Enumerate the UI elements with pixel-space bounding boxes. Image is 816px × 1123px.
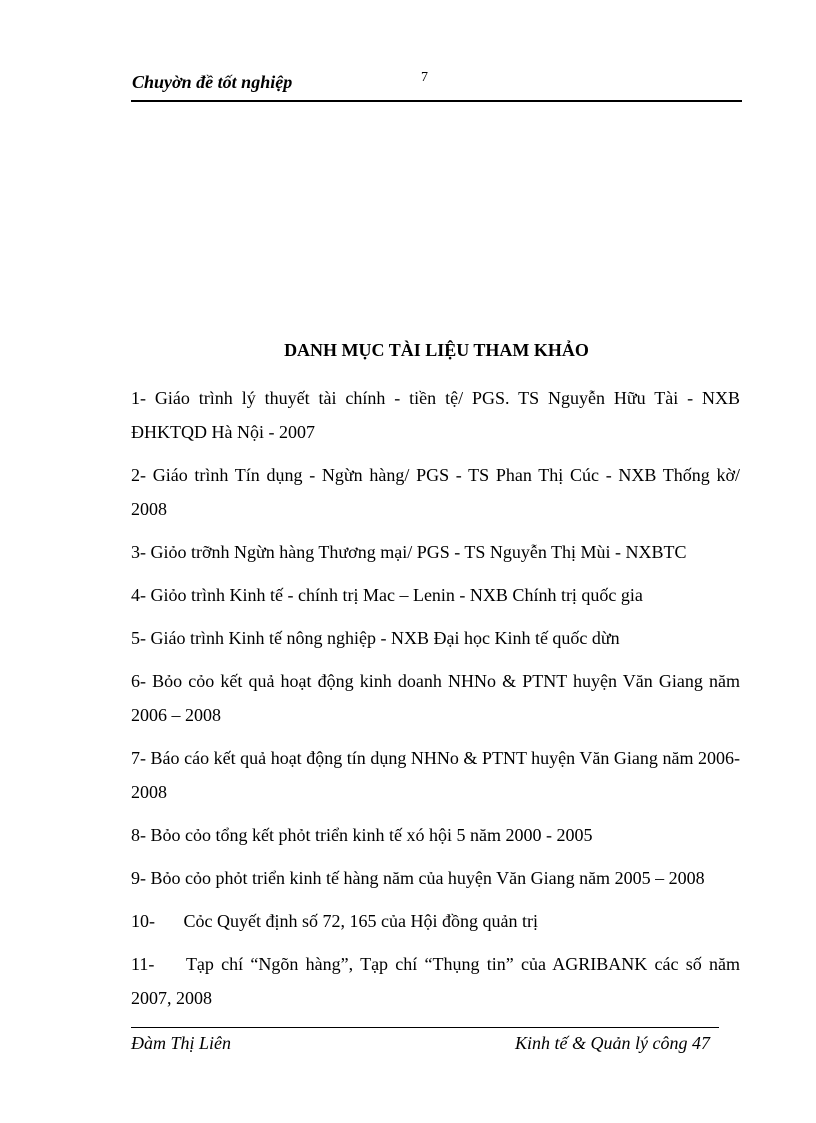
reference-text: Giáo trình lý thuyết tài chính - tiền tệ/ PGS. TS Nguyễn Hữu Tài - NXB ĐHKTQD Hà Nội - 2007 xyxy=(131,388,740,442)
page-number: 7 xyxy=(421,70,428,85)
reference-text: Giáo trình Kinh tế nông nghiệp - NXB Đại học Kinh tế quốc dừn xyxy=(150,628,620,648)
footer-class: Kinh tế & Quản lý công 47 xyxy=(515,1033,710,1053)
reference-text: Bỏo cỏo kết quả hoạt động kinh doanh NHNo & PTNT huyện Văn Giang năm 2006 – 2008 xyxy=(131,671,741,725)
reference-number: 11- xyxy=(131,954,155,974)
footer-author: Đàm Thị Liên xyxy=(131,1033,232,1053)
reference-item xyxy=(131,861,740,895)
reference-text: Cỏc Quyết định số 72, 165 của Hội đồng quản trị xyxy=(183,911,538,931)
reference-list xyxy=(131,381,740,1024)
reference-item xyxy=(131,535,740,569)
reference-text: Bỏo cỏo tổng kết phỏt triển kinh tế xó hội 5 năm 2000 - 2005 xyxy=(150,825,593,845)
reference-number: 1- xyxy=(131,388,146,408)
reference-text: Giáo trình Tín dụng - Ngừn hàng/ PGS - TS Phan Thị Cúc - NXB Thống kờ/ 2008 xyxy=(131,465,741,519)
reference-number: 6- xyxy=(131,671,146,691)
reference-item xyxy=(131,741,740,809)
reference-item xyxy=(131,381,740,449)
reference-item xyxy=(131,904,740,938)
reference-number: 9- xyxy=(131,868,146,888)
reference-number: 7- xyxy=(131,748,146,768)
reference-number: 2- xyxy=(131,465,146,485)
reference-number: 4- xyxy=(131,585,146,605)
reference-number: 3- xyxy=(131,542,146,562)
header-divider xyxy=(131,100,742,102)
reference-number: 8- xyxy=(131,825,146,845)
header-title: Chuyờn đề tốt nghiệp xyxy=(132,72,293,92)
reference-item xyxy=(131,621,740,655)
reference-number: 10- xyxy=(131,911,155,931)
reference-text: Giỏo trỡnh Ngừn hàng Thương mại/ PGS - TS Nguyễn Thị Mùi - NXBTC xyxy=(150,542,687,562)
reference-text: Tạp chí “Ngõn hàng”, Tạp chí “Thụng tin” của AGRIBANK các số năm 2007, 2008 xyxy=(131,954,740,1008)
footer-divider xyxy=(131,1027,719,1028)
reference-item xyxy=(131,664,740,732)
document-heading: DANH MỤC TÀI LIỆU THAM KHẢO xyxy=(284,340,589,360)
reference-number: 5- xyxy=(131,628,146,648)
reference-item xyxy=(131,818,740,852)
reference-item xyxy=(131,947,740,1015)
reference-item xyxy=(131,458,740,526)
reference-item xyxy=(131,578,740,612)
reference-text: Bỏo cỏo phỏt triển kinh tế hàng năm của huyện Văn Giang năm 2005 – 2008 xyxy=(150,868,705,888)
reference-text: Báo cáo kết quả hoạt động tín dụng NHNo & PTNT huyện Văn Giang năm 2006- 2008 xyxy=(131,748,740,802)
reference-text: Giỏo trình Kinh tế - chính trị Mac – Lenin - NXB Chính trị quốc gia xyxy=(150,585,643,605)
